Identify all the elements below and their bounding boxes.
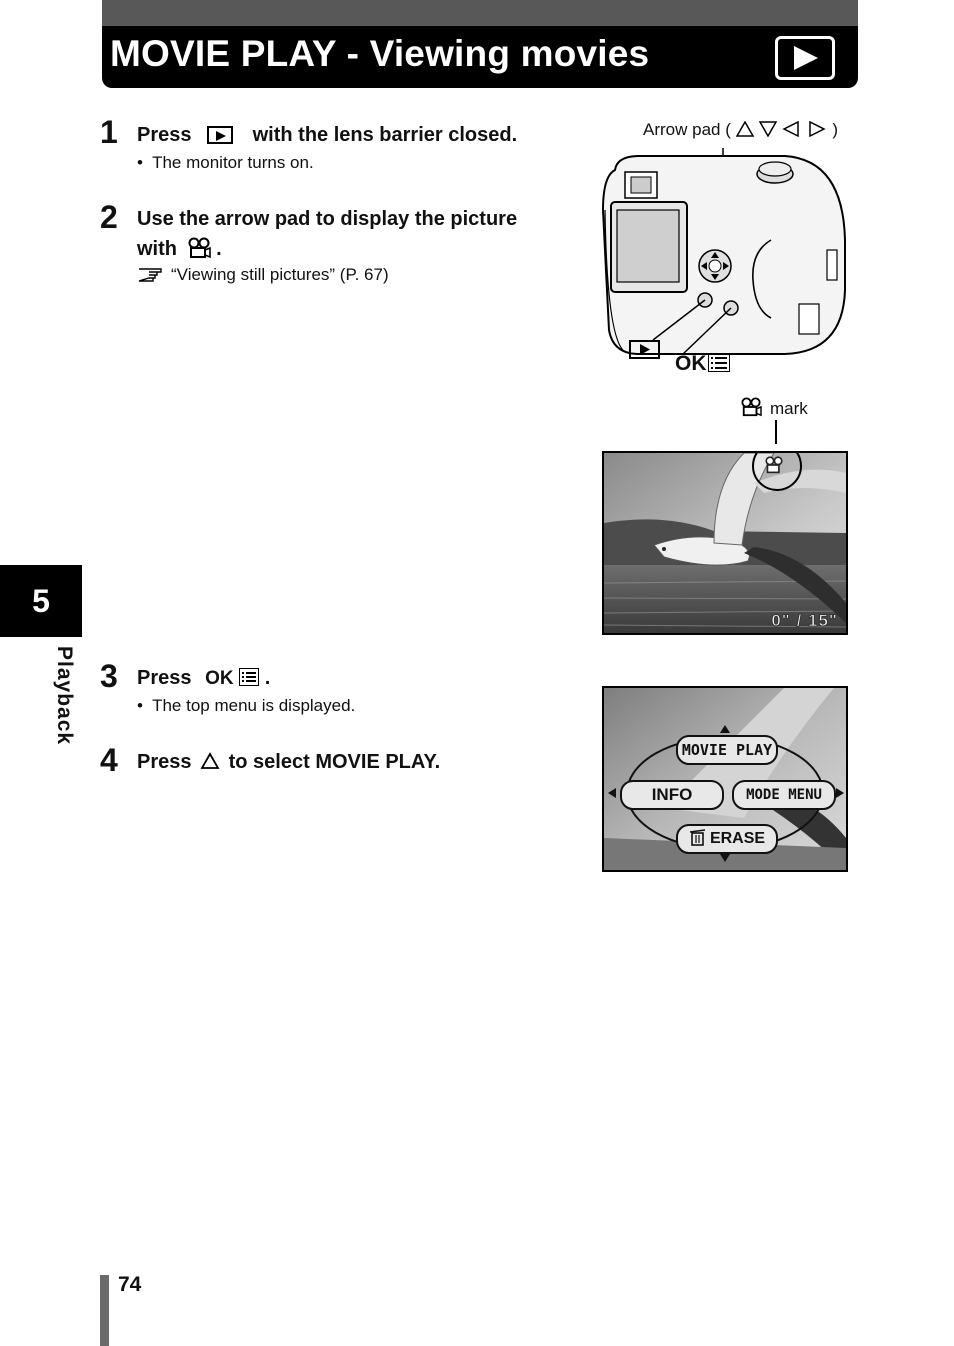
arrow-pad-direction-icons bbox=[736, 121, 828, 137]
step-2-line1: Use the arrow pad to display the picture bbox=[137, 208, 518, 230]
menu-item-info[interactable]: INFO bbox=[620, 780, 724, 810]
page-title: MOVIE PLAY - Viewing movies bbox=[110, 33, 650, 74]
movie-screen bbox=[602, 451, 848, 635]
step-3-text bbox=[137, 667, 270, 690]
step-1-text bbox=[137, 124, 517, 147]
menu-item-movie-play[interactable]: MOVIE PLAY bbox=[676, 735, 778, 765]
step-4-text-before: Press bbox=[137, 751, 192, 773]
ok-menu-label bbox=[675, 352, 730, 376]
seagull-photo bbox=[604, 453, 846, 633]
step-1-bullet: • The monitor turns on. bbox=[137, 153, 314, 172]
movie-camera-icon bbox=[764, 456, 784, 474]
reference-hand-icon bbox=[137, 265, 165, 283]
movie-camera-icon bbox=[187, 237, 211, 259]
playback-icon bbox=[207, 126, 233, 144]
step-2-reference[interactable] bbox=[137, 265, 389, 285]
footer-bar bbox=[100, 1275, 109, 1346]
step-2-reference-text: “Viewing still pictures” (P. 67) bbox=[171, 265, 389, 284]
step-1-text-before: Press bbox=[137, 124, 192, 146]
movie-camera-icon bbox=[740, 397, 762, 417]
step-4-text bbox=[137, 751, 440, 774]
step-2-line2-prefix: with bbox=[137, 238, 177, 260]
playback-icon bbox=[629, 340, 660, 359]
menu-item-erase-label: ERASE bbox=[709, 830, 766, 847]
section-label: Playback bbox=[53, 646, 76, 746]
menu-screen bbox=[602, 686, 848, 872]
arrow-pad-close: ) bbox=[832, 120, 839, 139]
step-2-line2-suffix: . bbox=[216, 238, 222, 260]
step-3-text-after: . bbox=[264, 667, 271, 689]
menu-icon bbox=[239, 668, 259, 686]
step-2-line2 bbox=[137, 237, 222, 261]
movie-counter: 0" / 15" bbox=[771, 611, 838, 630]
chapter-number: 5 bbox=[32, 583, 50, 619]
playback-icon bbox=[775, 36, 835, 80]
ok-button-label: OK bbox=[205, 668, 234, 689]
step-1-text-after: with the lens barrier closed. bbox=[252, 124, 518, 146]
trash-icon bbox=[689, 827, 707, 847]
step-3-bullet: • The top menu is displayed. bbox=[137, 696, 356, 715]
mark-label: mark bbox=[770, 399, 808, 418]
ok-label: OK bbox=[675, 352, 707, 375]
step-4-number: 4 bbox=[100, 742, 118, 778]
menu-icon bbox=[708, 353, 730, 372]
step-1-number: 1 bbox=[100, 114, 118, 150]
mark-leader-line bbox=[775, 420, 777, 444]
menu-item-mode-menu[interactable]: MODE MENU bbox=[732, 780, 836, 810]
step-4-text-after: to select MOVIE PLAY. bbox=[228, 751, 441, 773]
step-2-number: 2 bbox=[100, 199, 118, 235]
step-1-bullet-text: The monitor turns on. bbox=[152, 153, 314, 172]
step-3-bullet-text: The top menu is displayed. bbox=[152, 696, 356, 715]
movie-mark-caption bbox=[740, 397, 808, 419]
menu-item-erase[interactable] bbox=[676, 824, 778, 854]
up-triangle-icon bbox=[200, 752, 220, 770]
step-3-number: 3 bbox=[100, 658, 118, 694]
arrow-pad-label: Arrow pad ( bbox=[643, 120, 731, 139]
arrow-pad-caption bbox=[643, 120, 838, 140]
page-number: 74 bbox=[118, 1273, 142, 1296]
step-3-text-before: Press bbox=[137, 667, 192, 689]
header-band bbox=[102, 0, 858, 26]
